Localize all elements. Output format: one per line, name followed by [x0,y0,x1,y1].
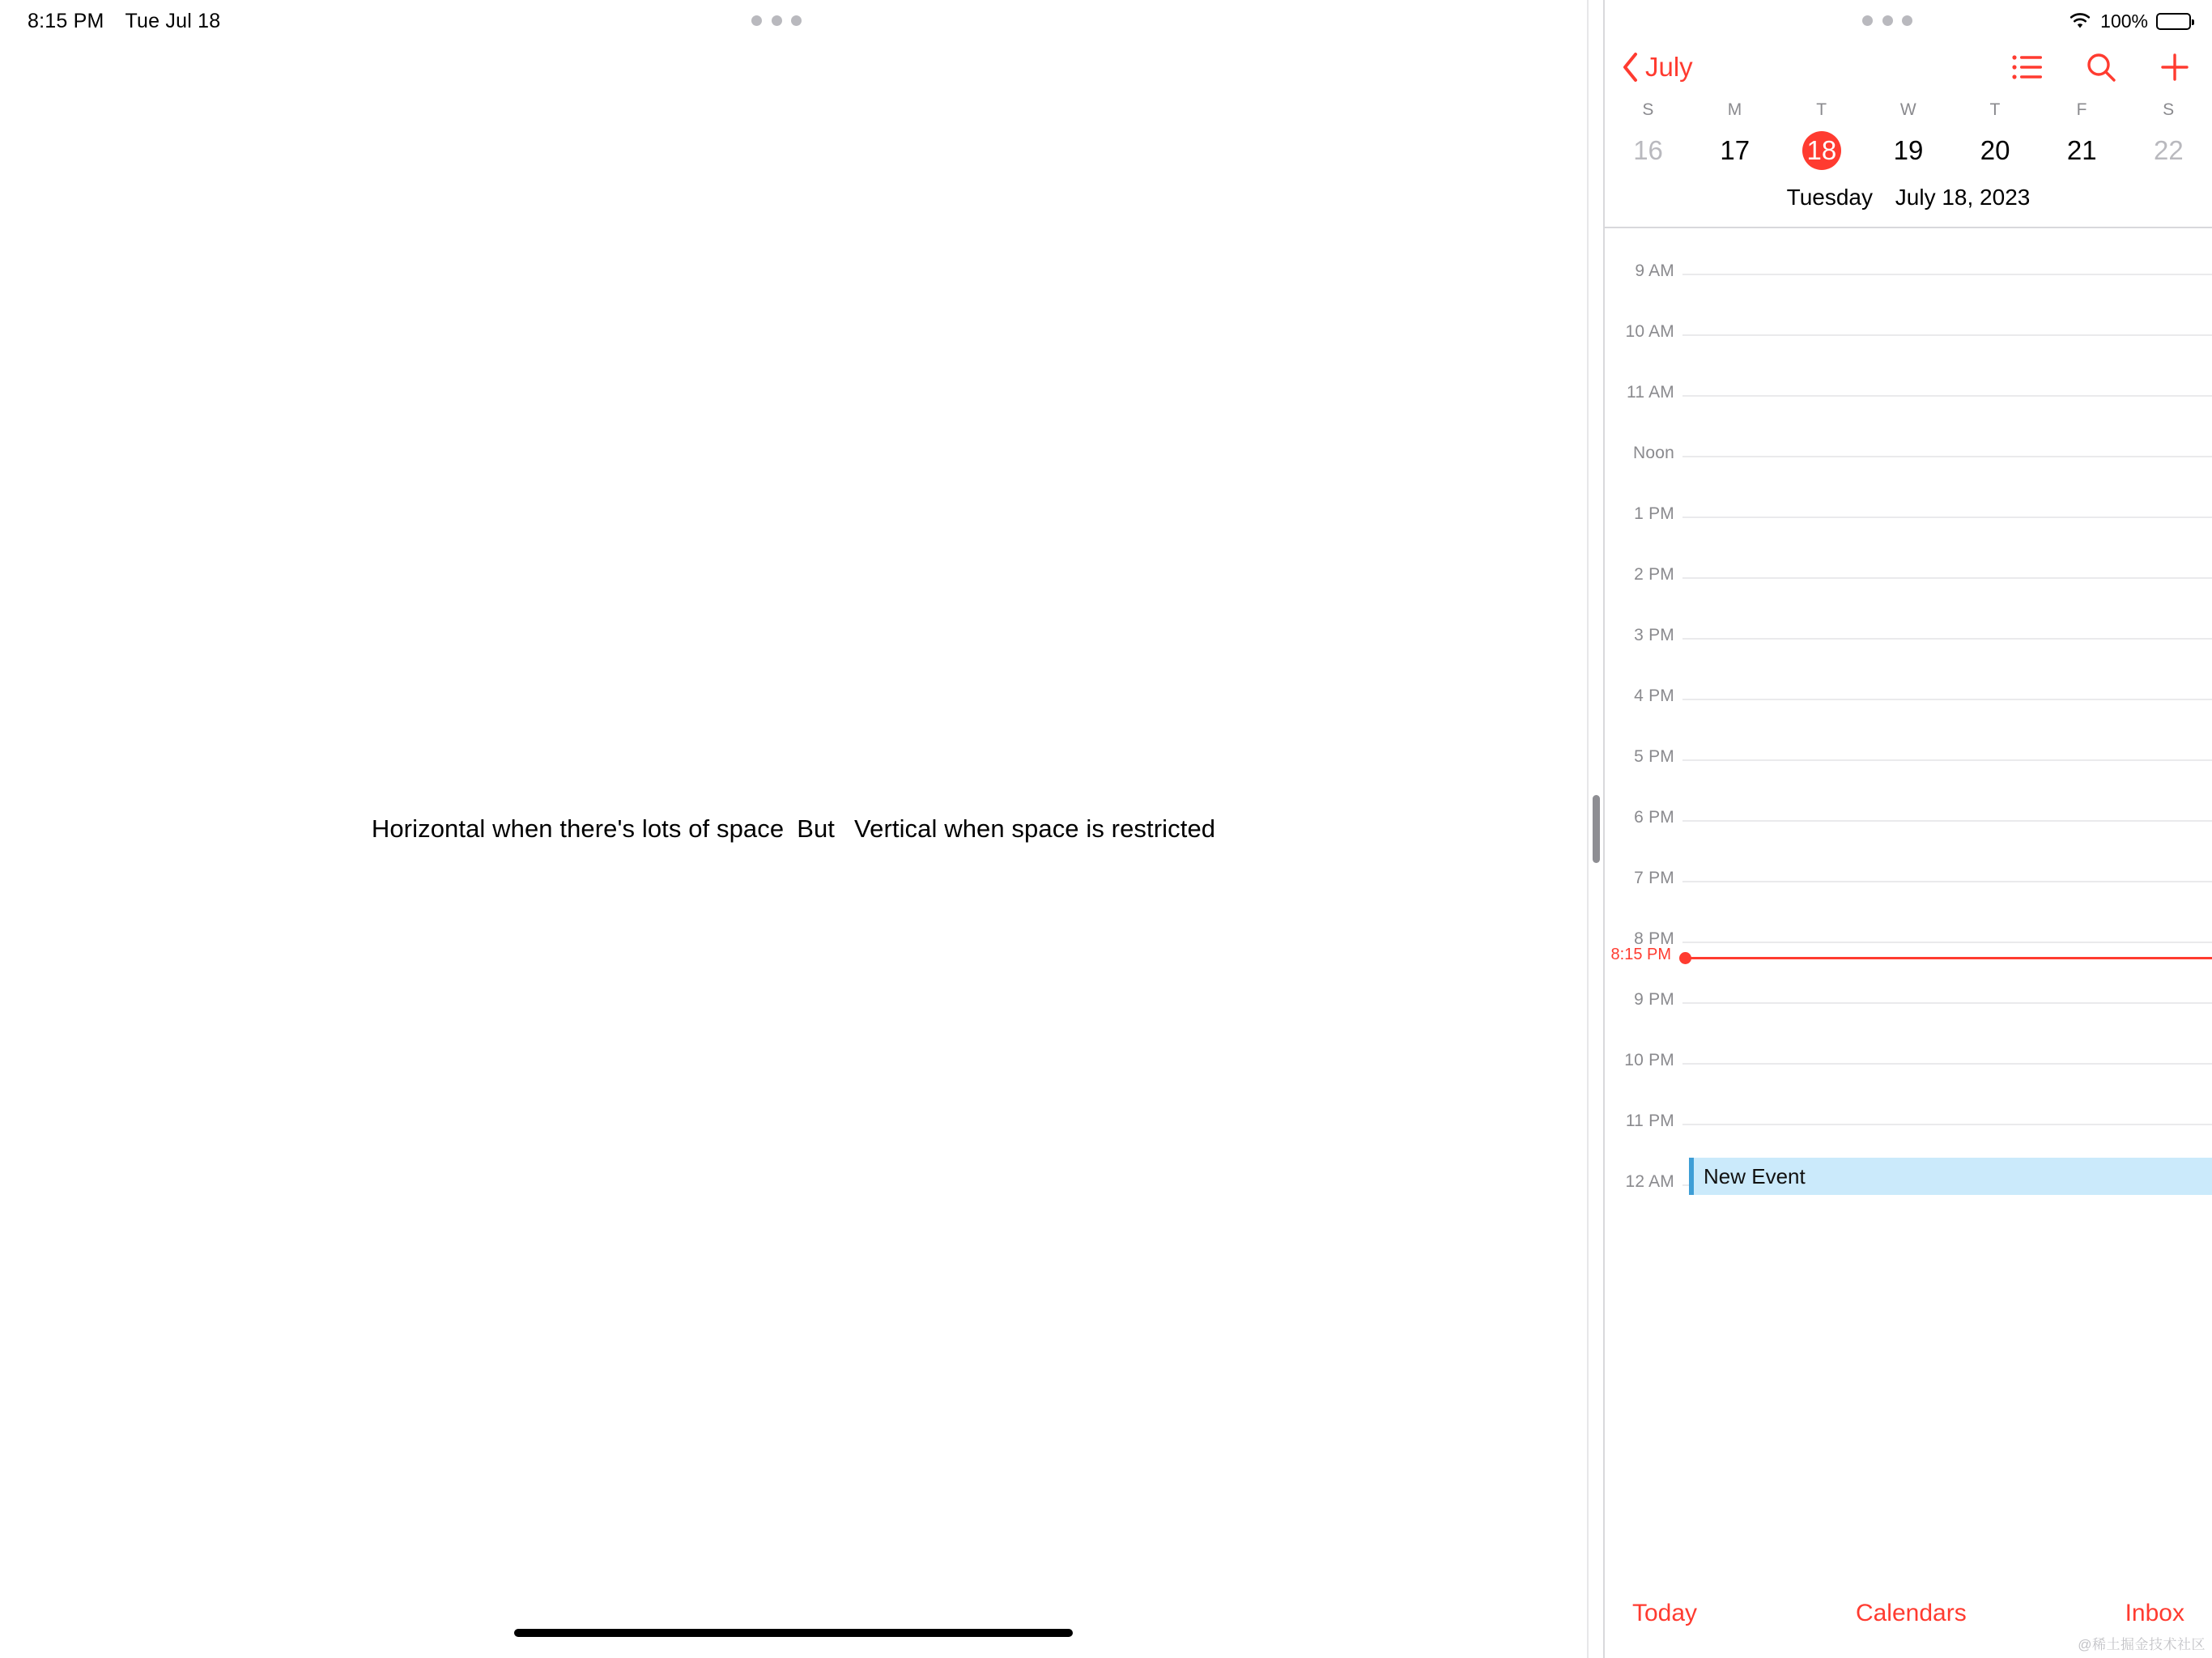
hour-row [1605,322,2212,341]
weekday-initial: M [1727,100,1742,119]
hour-row [1605,383,2212,402]
hour-row [1605,565,2212,584]
day-timeline[interactable] [1605,228,2212,1491]
hour-row [1605,929,2212,948]
hour-label: 1 PM [1634,504,1674,523]
week-date-cell[interactable] [1605,131,1691,170]
week-date-cell[interactable] [1952,131,2039,170]
hour-label: 4 PM [1634,687,1674,705]
current-time-label: 8:15 PM [1610,946,1671,963]
split-view-drag-handle[interactable] [1593,795,1600,863]
hour-row [1605,869,2212,887]
hour-gridline [1682,274,2212,275]
today-button[interactable]: Today [1632,1600,1698,1626]
selected-day-title [1605,170,2212,227]
hour-label: 10 AM [1625,322,1674,341]
hour-label: 11 AM [1627,383,1674,402]
hour-gridline [1682,395,2212,397]
watermark: @稀土掘金技术社区 [2078,1637,2206,1652]
weekday-initial: T [1816,100,1827,119]
hour-gridline [1682,517,2212,518]
battery-percent-label: 100% [2100,10,2148,32]
hour-gridline [1682,577,2212,579]
hour-row [1605,444,2212,462]
hour-label: 10 PM [1624,1051,1674,1069]
hour-row [1605,1051,2212,1069]
weekday-initial: S [2163,100,2175,119]
current-time-indicator [1605,946,2212,963]
back-button-label: July [1645,52,1693,82]
hour-row [1605,687,2212,705]
week-date-label: 17 [1720,135,1750,165]
week-date-label: 20 [1980,135,2010,165]
selected-day-date: July 18, 2023 [1895,185,2031,210]
hour-label: 8 PM [1634,929,1674,948]
calendars-button[interactable]: Calendars [1855,1600,1967,1626]
week-date-cell[interactable] [2125,131,2212,170]
inbox-button[interactable]: Inbox [2125,1600,2184,1626]
home-indicator[interactable] [514,1629,1073,1637]
hour-row [1605,261,2212,280]
week-date-label: 19 [1893,135,1924,165]
plus-icon[interactable] [2159,51,2191,83]
hour-gridline [1682,1124,2212,1125]
hour-gridline [1682,820,2212,822]
hour-gridline [1682,456,2212,457]
hour-gridline [1682,1063,2212,1065]
weekday-initials-row [1605,100,2212,131]
hour-label: 12 AM [1625,1172,1674,1191]
status-right-items [2068,0,2191,42]
status-bar-right [1605,0,2212,42]
hour-row [1605,808,2212,827]
hour-label: Noon [1632,444,1674,462]
week-date-cell[interactable] [1691,131,1778,170]
hour-label: 7 PM [1634,869,1674,887]
status-time: 8:15 PM [28,9,104,32]
hour-label: 11 PM [1625,1112,1674,1130]
demo-text-segment-b: Vertical when space is restricted [854,814,1216,843]
hour-row [1605,504,2212,523]
demo-text-segment-a: Horizontal when there's lots of space [371,814,785,843]
hour-gridline [1682,1002,2212,1004]
week-date-cell[interactable] [1865,131,1951,170]
week-date-label: 18 [1802,131,1841,170]
calendar-navbar [1605,42,2212,92]
navbar-actions [2011,51,2191,83]
hour-label: 5 PM [1634,747,1674,766]
week-date-cell[interactable] [2039,131,2125,170]
week-dates-row [1605,131,2212,170]
list-view-icon[interactable] [2011,53,2044,81]
week-date-label: 16 [1633,135,1663,165]
hour-label: 6 PM [1634,808,1674,827]
hour-label: 2 PM [1634,565,1674,584]
hour-row [1605,626,2212,644]
battery-full-icon [2156,13,2191,30]
hour-row [1605,747,2212,766]
hour-gridline [1682,638,2212,640]
current-time-line [1689,957,2212,959]
hour-label: 3 PM [1634,626,1674,644]
weekday-initial: W [1899,100,1917,119]
demo-text-segment-mid: But [797,814,836,843]
hour-gridline [1682,699,2212,700]
weekday-initial: T [1989,100,2001,119]
weekday-initial: F [2076,100,2087,119]
week-date-label: 22 [2154,135,2184,165]
hour-gridline [1682,942,2212,943]
hour-label: 9 PM [1634,990,1674,1009]
back-to-month-button[interactable] [1621,52,1693,83]
week-date-label: 21 [2066,135,2097,165]
dot [1862,15,1873,26]
dot [1902,15,1912,26]
hour-gridline [1682,881,2212,882]
hour-gridline [1682,759,2212,761]
search-icon[interactable] [2086,52,2116,83]
calendar-app-pane [1605,0,2212,1658]
selected-day-name: Tuesday [1786,185,1873,210]
wifi-icon [2068,12,2092,30]
hour-row [1605,990,2212,1009]
demo-text-line [372,814,1215,844]
hour-gridline [1682,334,2212,336]
calendar-event-new-event[interactable] [1689,1158,2212,1195]
event-title: New Event [1704,1163,1806,1188]
week-strip [1605,92,2212,228]
chevron-left-icon [1621,52,1639,83]
status-date: Tue Jul 18 [125,9,221,32]
multitasking-dots-icon[interactable] [1862,11,1912,29]
week-date-cell-today[interactable] [1778,131,1865,170]
weekday-initial: S [1642,100,1654,119]
hour-label: 9 AM [1635,261,1674,280]
dot [1882,15,1893,26]
hour-row [1605,1112,2212,1130]
